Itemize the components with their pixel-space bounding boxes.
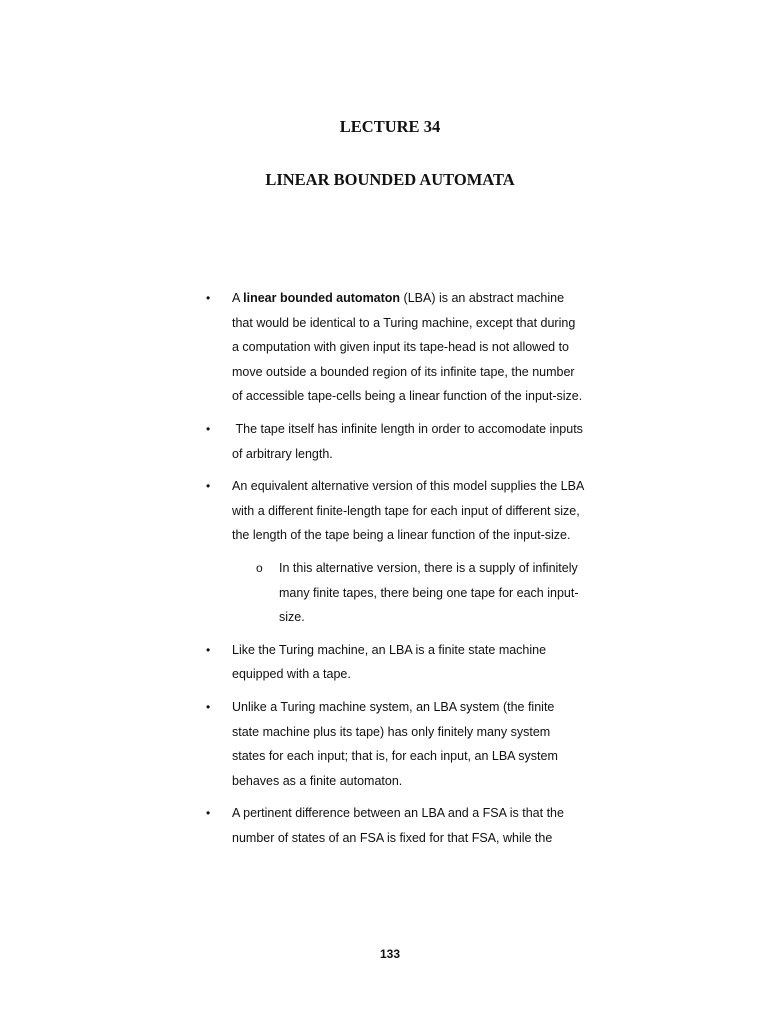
list-item-finite-state-machine <box>0 638 584 687</box>
bullet-list <box>0 286 768 858</box>
list-item-lba-vs-fsa <box>0 801 584 850</box>
list-item-infinite-tape <box>0 417 587 466</box>
sub-list-item-text: In this alternative version, there is a supply of infinitely many finite tapes, there being one tape for each input-size. <box>279 560 579 625</box>
list-item-text: The tape itself has infinite length in order to accomodate inputs of arbitrary length. <box>232 421 587 461</box>
bullet-marker: • <box>206 291 211 305</box>
list-item-text-pre: A <box>232 291 244 305</box>
bullet-marker: • <box>206 421 211 436</box>
bullet-marker: • <box>206 642 211 657</box>
list-item-lba-definition <box>0 286 584 409</box>
bullet-marker: • <box>206 699 211 714</box>
list-item-text: Like the Turing machine, an LBA is a finite state machine equipped with a tape. <box>232 642 547 682</box>
list-item-text-post: (LBA) is an abstract machine that would be identical to a Turing machine, except that during a computation with given input its tape-head is not allowed to move outside a bounded region of its infinite tape, the number of accessible tape-cells being a linear function of the input-size. <box>232 291 583 404</box>
list-item-text: Unlike a Turing machine system, an LBA system (the finite state machine plus its tape) has only finitely many system states for each input; that is, for each input, an LBA system behaves as a finite automaton. <box>232 699 558 788</box>
list-item-finite-system-states <box>0 695 584 793</box>
bullet-marker: • <box>206 479 211 494</box>
list-item-text: A pertinent difference between an LBA and a FSA is that the number of states of an FSA is fixed for that FSA, while the <box>232 806 564 845</box>
bold-term: linear bounded automaton <box>243 291 401 305</box>
sub-list-item-finite-tapes <box>0 556 591 630</box>
page-title: LINEAR BOUNDED AUTOMATA <box>265 170 515 189</box>
list-item-text: An equivalent alternative version of this model supplies the LBA with a different finite-length tape for each input of different size, the length of the tape being a linear function of the input-size. <box>232 479 584 543</box>
list-item-alternative-version <box>0 474 584 548</box>
lecture-number-heading: LECTURE 34 <box>339 117 441 136</box>
sub-bullet-marker: o <box>256 560 263 575</box>
page-number: 133 <box>379 947 401 961</box>
bullet-marker: • <box>206 806 211 821</box>
